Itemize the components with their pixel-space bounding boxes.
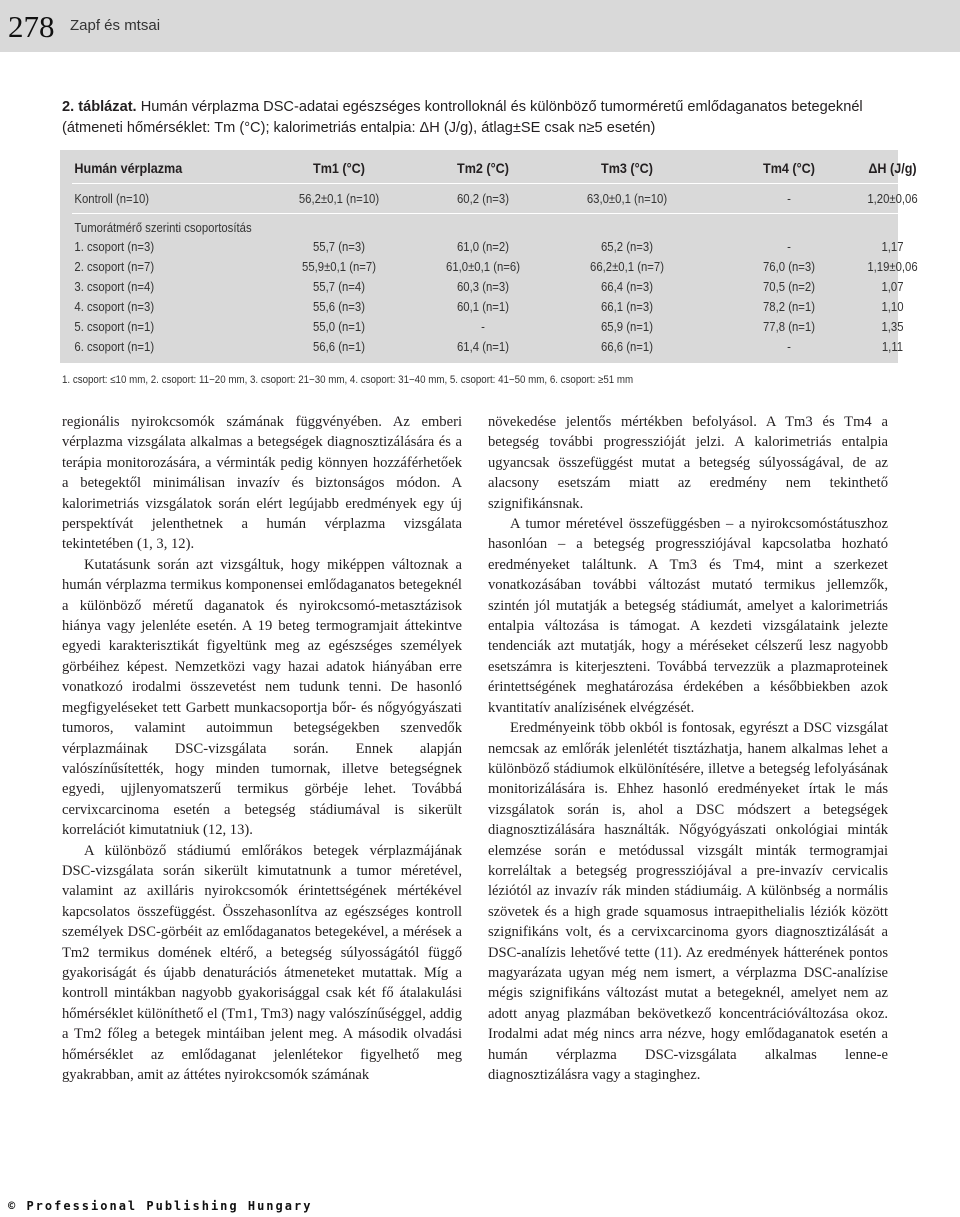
col-header: Tm1 (°C)	[313, 160, 365, 176]
table-cell: 4. csoport (n=3)	[74, 300, 155, 314]
caption-text: Humán vérplazma DSC-adatai egészséges kontrolloknál és különböző tumorméretű emlődaganatos betegeknél (átmeneti hőmérséklet: Tm (°C); kalorimetriás entalpia: ΔH (J/g), átlag±SE csak n≥5 esetén)	[62, 99, 863, 136]
table-header-row	[60, 160, 917, 180]
table-cell: 61,0±0,1 (n=6)	[446, 260, 520, 274]
table-cell: 55,6 (n=3)	[312, 300, 365, 314]
table-cell: 2. csoport (n=7)	[74, 260, 155, 274]
table-row	[60, 280, 904, 300]
table-cell: -	[787, 192, 791, 206]
table-cell: 55,0 (n=1)	[312, 320, 365, 334]
paragraph: Eredményeink több okból is fontosak, egyrészt a DSC vizsgálat nemcsak az emlőrák jelenlétét tisztázhatja, hanem alkalmas lehet a különböző stádiumok elkülönítésére, illetve a betegség lefolyásának monitorizálására is. Ehhez hasonló eredményeket írtak le más vizsgálatok során is, ahol a DSC módszert a betegségek diagnosztizálására használták. Nőgyógyászati onkológiai minták elemzése során e metódussal vizsgált minták termogramjai korreláltak a betegség progressziójával a pre-invazív cervicalis léziótól az invazív rák minden stádiumáig. A különbség a normális szövetek és a high grade squamosus intraepithelialis léziók között szignifikáns volt, és a cervixcarcinoma gyors diagnosztizálását a DSC-analízis lehetővé tette (11). Az eredmények hátterének pontos magyarázata ugyan még nem ismert, a vérplazma DSC-analízise mégis szignifikáns változást mutat a betegeknél, amelyet nem az adott anyag plazmában bekövetkező koncentrációváltozása okoz. Irodalmi adat még nincs arra nézve, hogy emlődaganatok esetén a humán vérplazma DSC-vizsgálata alkalmas lenne-e diagnosztizálásra vagy a staginghez.	[488, 720, 888, 1083]
table-cell: 76,0 (n=3)	[762, 260, 815, 274]
table-cell: 60,3 (n=3)	[456, 280, 509, 294]
running-head: Zapf és mtsai	[70, 17, 161, 34]
table-cell: 56,6 (n=1)	[312, 340, 365, 354]
table-cell: 63,0±0,1 (n=10)	[586, 192, 668, 206]
table-cell: 3. csoport (n=4)	[74, 280, 155, 294]
col-header: Tm3 (°C)	[601, 160, 653, 176]
table-cell: 1,35	[881, 320, 904, 334]
table-cell: -	[787, 240, 791, 254]
group-heading: Tumorátmérő szerinti csoportosítás	[74, 221, 252, 235]
table-row	[60, 240, 904, 260]
caption-label: 2. táblázat.	[62, 99, 137, 115]
table-row	[60, 300, 904, 320]
paragraph: A tumor méretével összefüggésben – a nyirokcsomóstátuszhoz hasonlóan – a betegség progressziójával kapcsolatba hozható eredményeket találtunk. A Tm3 és Tm4, mint a szerkezet vonatkozásában további változást mutató termikus jellemzők, szintén jól mutatják a betegség stádiumát, amelyet a kalorimetriás entalpia változása is támogat. A kezdeti vizsgálataink jelezte tendenciák azt mutatják, hogy a méréseket célszerű lesz nagyobb esetszámra is kiterjeszteni. Továbbá tervezzük a plazmaproteinek érintettségének meghatározása érdekében a későbbiekben azok kvantitatív analízisének elvégzését.	[488, 516, 888, 716]
table-cell: 6. csoport (n=1)	[74, 340, 155, 354]
col-header: Tm2 (°C)	[457, 160, 509, 176]
table-cell: 61,0 (n=2)	[456, 240, 509, 254]
table-row	[60, 260, 918, 280]
body-column-left	[62, 412, 462, 1085]
table-cell: 1,07	[881, 280, 904, 294]
copyright-notice: © Professional Publishing Hungary	[8, 1199, 313, 1213]
header-divider	[72, 183, 927, 184]
paragraph: regionális nyirokcsomók számának függvényében. Az emberi vérplazma vizsgálata alkalmas a betegségek diagnosztizálására és a terápia monitorozására, a vérminták pedig könnyen hozzáférhetőek a betegektől minimálisan invazív és biztonságos módon. A kalorimetriás vizsgálatok során elért legújabb eredmények egy új perspektívát jelenthetnek a humán vérplazma vizsgálata tekintetében (1, 3, 12).	[62, 414, 462, 553]
paragraph: növekedése jelentős mértékben befolyásol. A Tm3 és Tm4 a betegség további progresszióját jelzi. A kalorimetriás entalpia ugyancsak összefüggést mutat a betegség súlyosságával, de az alacsony esetszám miatt az eredmény nem tekinthető szignifikánsnak.	[488, 414, 888, 512]
table-cell: Kontroll (n=10)	[74, 192, 150, 206]
table-cell: 1,17	[881, 240, 904, 254]
table-cell: 60,1 (n=1)	[456, 300, 509, 314]
table-cell: 60,2 (n=3)	[456, 192, 509, 206]
col-header: Tm4 (°C)	[763, 160, 815, 176]
table-cell: 56,2±0,1 (n=10)	[298, 192, 380, 206]
paragraph: Kutatásunk során azt vizsgáltuk, hogy miképpen változnak a humán vérplazma termikus komponensei emlődaganatos betegeknél a különböző méretű daganatok és nyirokcsomó-metasztázisok hiánya vagy jelenléte esetén. A 19 beteg termogramjait áttekintve egyedi karakterisztikát figyeltünk meg az egészséges személyek görbéihez képest. Nemzetközi vagy hazai adatok hiányában erre vonatkozó irodalmi összevetést nem tudunk tenni. De hasonló megfigyeléseket tett Garbett munkacsoportja bőr- és nőgyógyászati tumoros, valamint autoimmun betegségekben szenvedők vérplazmáinak DSC-vizsgálata során. Ennek alapján valószínűsítették, hogy minden tumornak, illetve betegségnek egyedi, ujjlenyomatszerű termikus görbéje lehet. Továbbá cervixcarcinoma esetén a betegség stádiumával is sikerült korrelációt kimutatniuk (12, 13).	[62, 556, 462, 839]
col-header: Humán vérplazma	[74, 160, 183, 176]
table-cell: -	[481, 320, 485, 334]
page-number: 278	[8, 9, 55, 44]
table-cell: 61,4 (n=1)	[456, 340, 509, 354]
control-divider	[72, 213, 927, 214]
table-cell: 66,1 (n=3)	[600, 300, 653, 314]
table-cell: 65,9 (n=1)	[600, 320, 653, 334]
table-cell: 1,10	[881, 300, 904, 314]
table-caption	[62, 97, 902, 139]
paragraph: A különböző stádiumú emlőrákos betegek vérplazmájának DSC-vizsgálata során sikerült kimutatnunk a tumor méretével, valamint az axilláris nyirokcsomók érintettségének mértékével kapcsolatos összefüggést. Összehasonlítva az egészséges kontroll személyek DSC-görbéit az emlődaganatos betegekével, a mérések a Tm2 termikus domének eltérő, a betegség súlyosságától függő gyakoriságát és újabb denaturációs átmeneteket mutattak. Míg a kontroll mintákban nagyobb gyakorisággal csak két fő átalakulási hőmérséklet különíthető el (Tm1, Tm3) nagy valószínűséggel, addig a Tm2 főleg a betegek mintáiban jelent meg. A második olvadási hőmérséklet az emlődaganat jelenlétekor figyelhető meg gyakrabban, amit az áttétes nyirokcsomók számának	[62, 842, 462, 1083]
table-cell: 55,7 (n=4)	[312, 280, 365, 294]
table-cell: 66,6 (n=1)	[600, 340, 653, 354]
table-cell: 78,2 (n=1)	[762, 300, 815, 314]
table-cell: 66,4 (n=3)	[600, 280, 653, 294]
table-cell: 65,2 (n=3)	[600, 240, 653, 254]
table-cell: 1. csoport (n=3)	[74, 240, 155, 254]
data-table	[60, 150, 918, 363]
col-header: ΔH (J/g)	[868, 160, 917, 176]
table-cell: 77,8 (n=1)	[762, 320, 815, 334]
table-cell: 55,7 (n=3)	[312, 240, 365, 254]
table-cell: 1,11	[881, 340, 904, 354]
table-cell: 70,5 (n=2)	[762, 280, 815, 294]
table-row	[60, 320, 904, 340]
table-cell: 55,9±0,1 (n=7)	[302, 260, 376, 274]
control-row	[60, 192, 918, 212]
table-cell: 1,19±0,06	[867, 260, 918, 274]
table-row	[60, 340, 904, 360]
table-cell: 1,20±0,06	[867, 192, 918, 206]
table-cell: -	[787, 340, 791, 354]
table-footnote: 1. csoport: ≤10 mm, 2. csoport: 11−20 mm, 3. csoport: 21−30 mm, 4. csoport: 31−40 mm, 5. csoport: 41−50 mm, 6. csoport: ≥51 mm	[62, 374, 634, 386]
table-cell: 66,2±0,1 (n=7)	[590, 260, 664, 274]
table-cell: 5. csoport (n=1)	[74, 320, 155, 334]
body-column-right	[488, 412, 888, 1085]
group-heading-row	[60, 221, 814, 241]
